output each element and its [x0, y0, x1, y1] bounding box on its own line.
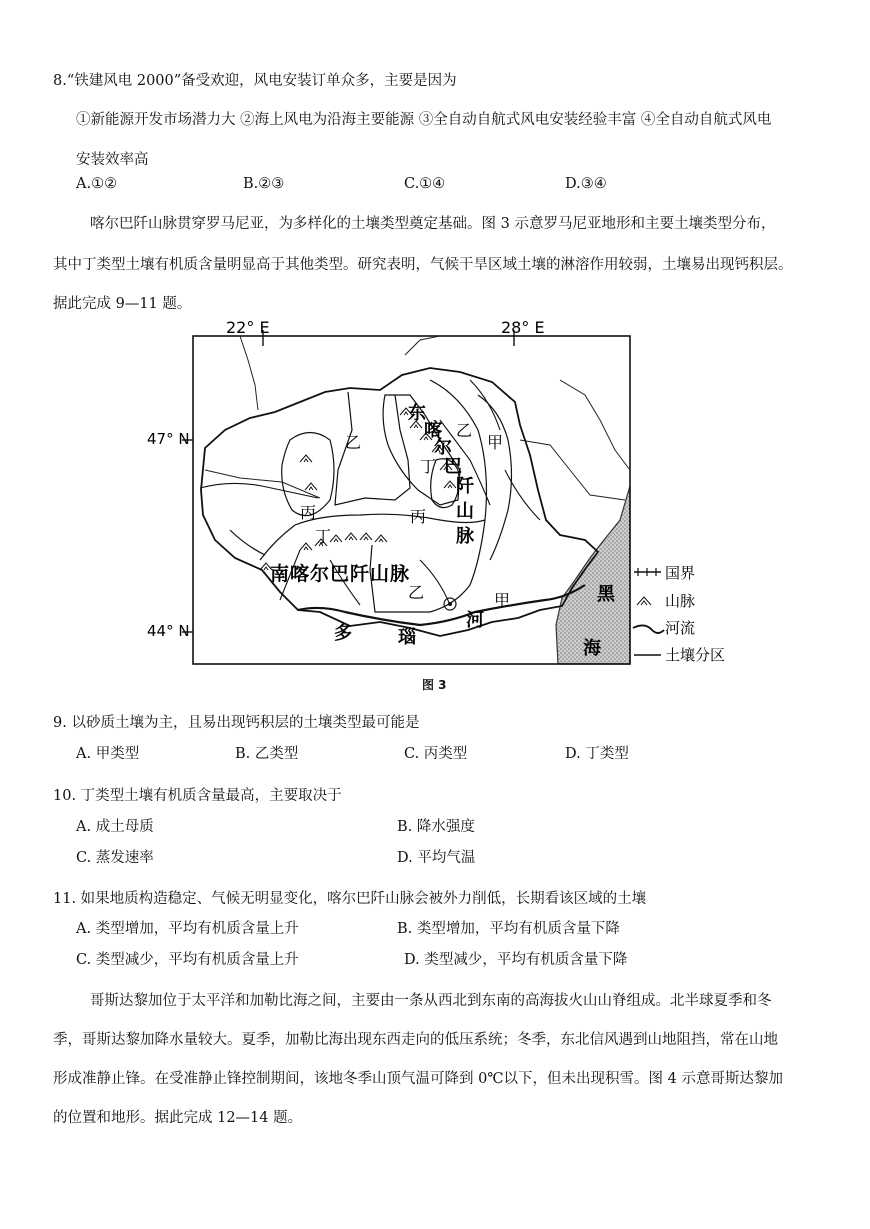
q11-stem: 11. 如果地质构造稳定、气候无明显变化，喀尔巴阡山脉会被外力削低，长期看该区域的土壤: [53, 891, 647, 907]
q11-option-c: C. 类型减少，平均有机质含量上升: [76, 952, 299, 968]
river-label: 多: [334, 623, 352, 644]
east-range-label: 尔: [434, 437, 452, 458]
intro2-line-4: 的位置和地形。据此完成 12—14 题。: [53, 1110, 303, 1126]
legend-border: 国界: [665, 564, 696, 582]
lat-label-44n: 44° N: [147, 622, 190, 640]
region-label: 乙: [408, 583, 425, 602]
east-range-label: 脉: [456, 526, 474, 547]
sea-label: 黑: [597, 584, 615, 605]
sea-label: 海: [583, 638, 601, 659]
q9-option-d: D. 丁类型: [565, 746, 629, 762]
q8-option-c: C.①④: [404, 176, 446, 192]
intro2-line-3: 形成准静止锋。在受准静止锋控制期间，该地冬季山顶气温可降到 0℃以下，但未出现积雪。图 4 示意哥斯达黎加: [53, 1071, 783, 1087]
romania-border: [201, 368, 598, 636]
lon-label-28e: 28° E: [501, 318, 545, 337]
figure-caption: 图 3: [422, 678, 447, 692]
river-label: 瑙: [398, 627, 416, 648]
region-label: 丙: [410, 507, 427, 526]
region-label: 甲: [494, 591, 511, 610]
region-label: 丙: [300, 503, 317, 522]
q9-option-b: B. 乙类型: [235, 746, 299, 762]
q11-option-a: A. 类型增加，平均有机质含量上升: [76, 921, 299, 937]
q8-stem: 8.“铁建风电 2000”备受欢迎，风电安装订单众多，主要是因为: [53, 73, 457, 89]
intro1-line-3: 据此完成 9—11 题。: [53, 296, 192, 312]
q10-stem: 10. 丁类型土壤有机质含量最高，主要取决于: [53, 788, 342, 804]
south-range-label: 南喀尔巴阡山脉: [270, 563, 411, 585]
q10-option-c: C. 蒸发速率: [76, 850, 154, 866]
q10-option-b: B. 降水强度: [397, 819, 475, 835]
q9-stem: 9. 以砂质土壤为主，且易出现钙积层的土壤类型最可能是: [53, 715, 420, 731]
legend-river: 河流: [665, 619, 696, 637]
q10-option-a: A. 成土母质: [76, 819, 154, 835]
intro2-line-2: 季，哥斯达黎加降水量较大。夏季，加勒比海出现东西走向的低压系统；冬季，东北信风遇到山地阻挡，常在山地: [53, 1032, 778, 1048]
river-label: 河: [466, 610, 484, 631]
q8-option-d: D.③④: [565, 176, 607, 192]
east-range-label: 巴: [444, 456, 462, 477]
east-range-label: 阡: [456, 476, 474, 497]
q8-items-line2: 安装效率高: [76, 152, 149, 168]
romania-soil-map: [0, 310, 870, 680]
q11-option-b: B. 类型增加，平均有机质含量下降: [397, 921, 620, 937]
legend-soil-zone: 土壤分区: [665, 646, 726, 664]
q9-option-c: C. 丙类型: [404, 746, 468, 762]
region-label: 乙: [345, 433, 362, 452]
q8-items-line1: ①新能源开发市场潜力大 ②海上风电为沿海主要能源 ③全自动自航式风电安装经验丰富 ④全自动自航式风电: [76, 112, 772, 128]
east-range-label: 东: [408, 403, 426, 424]
east-range-label: 山: [456, 501, 474, 522]
intro1-line-1: 喀尔巴阡山脉贯穿罗马尼亚，为多样化的土壤类型奠定基础。图 3 示意罗马尼亚地形和主要土壤类型分布，: [90, 216, 776, 232]
region-label: 甲: [487, 433, 504, 452]
region-label: 丁: [420, 457, 437, 476]
q10-option-d: D. 平均气温: [397, 850, 476, 866]
q11-option-d: D. 类型减少，平均有机质含量下降: [404, 952, 628, 968]
legend-mountain: 山脉: [665, 592, 696, 610]
q8-option-a: A.①②: [76, 176, 118, 192]
intro2-line-1: 哥斯达黎加位于太平洋和加勒比海之间，主要由一条从西北到东南的高海拔火山山脊组成。北半球夏季和冬: [90, 993, 772, 1009]
region-label: 丁: [315, 527, 332, 546]
q9-option-a: A. 甲类型: [76, 746, 140, 762]
east-range-label: 喀: [424, 420, 442, 441]
danube-river: [298, 585, 585, 625]
region-label: 乙: [456, 421, 473, 440]
map-legend: [633, 564, 725, 664]
lat-label-47n: 47° N: [147, 430, 190, 448]
intro1-line-2: 其中丁类型土壤有机质含量明显高于其他类型。研究表明，气候干旱区域土壤的淋溶作用较弱，土壤易出现钙积层。: [53, 257, 793, 273]
q8-option-b: B.②③: [243, 176, 285, 192]
lon-label-22e: 22° E: [226, 318, 270, 337]
